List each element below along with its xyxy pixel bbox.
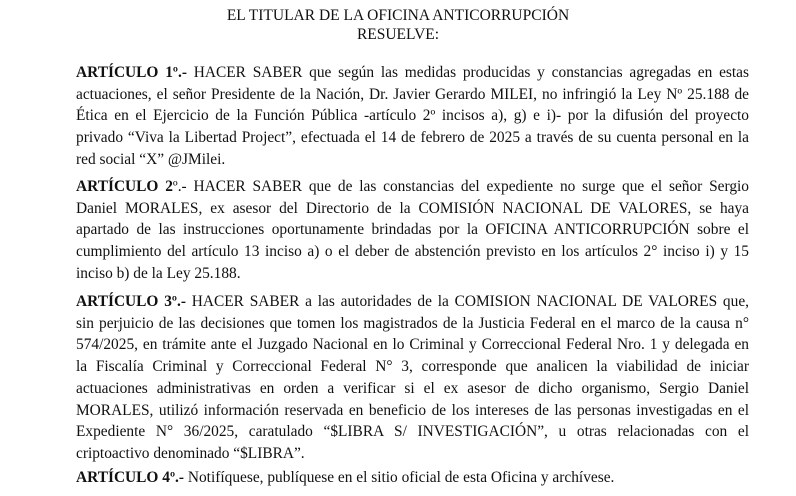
article-3-line-2: sin perjuicio de las decisiones que tomen los magistrados de la Justicia Federal en el marco de la causa n°	[76, 314, 749, 332]
article-2-line-5: inciso b) de la Ley 25.188.	[76, 264, 241, 282]
article-4	[76, 467, 749, 489]
article-1-line-2: actuaciones, el señor Presidente de la Nación, Dr. Javier Gerardo MILEI, no infringió la Ley Nº 25.188 de	[76, 85, 749, 103]
article-3-line-3: 574/2025, en trámite ante el Juzgado Nacional en lo Criminal y Correccional Federal Nro. 1 y delegada en	[76, 336, 749, 354]
article-2-line-3: apartado de las instrucciones oportunamente brindadas por la OFICINA ANTICORRUPCIÓN sobre el	[76, 221, 749, 239]
article-3-line-5: actuaciones administrativas en orden a verificar si el ex asesor de dicho organismo, Sergio Daniel	[76, 379, 749, 397]
article-3	[76, 291, 749, 465]
article-2-line-4: cumplimiento del artículo 13 inciso a) o el deber de abstención previsto en los artículos 2° inciso i) y 15	[76, 243, 749, 261]
article-3-text-1: HACER SABER a las autoridades de la COMISION NACIONAL DE VALORES que,	[185, 293, 749, 310]
article-4-lead: ARTÍCULO 4º.-	[76, 469, 185, 486]
article-3-line-7: Expediente N° 36/2025, caratulado “$LIBRA S/ INVESTIGACIÓN”, u otras relacionadas con el	[76, 423, 749, 441]
article-1-line-1	[76, 62, 749, 84]
article-1-line-5: red social “X” @JMilei.	[76, 150, 226, 168]
article-2-lead: ARTÍCULO 2	[76, 178, 173, 195]
article-1	[76, 62, 749, 171]
document-title: EL TITULAR DE LA OFICINA ANTICORRUPCIÓN	[226, 7, 570, 24]
article-3-line-6: MORALES, utilizó información reservada en beneficio de los intereses de las personas investigadas en el	[76, 401, 749, 419]
article-1-lead: ARTÍCULO 1º.-	[76, 64, 187, 81]
article-4-line-1	[76, 467, 749, 489]
article-2	[76, 176, 749, 285]
article-3-lead: ARTÍCULO 3º.-	[76, 293, 186, 310]
article-4-text-1: Notifíquese, publíquese en el sitio oficial de esta Oficina y archívese.	[184, 469, 615, 486]
article-2-line-2: Daniel MORALES, ex asesor del Directorio de la COMISIÓN NACIONAL DE VALORES, se haya	[76, 199, 749, 217]
article-2-line-1	[76, 176, 749, 198]
article-1-line-3: Ética en el Ejercicio de la Función Pública -artículo 2º incisos a), g) e i)- por la difusión del proyecto	[76, 107, 749, 125]
article-3-line-4: la Fiscalía Criminal y Correccional Federal N° 3, corresponde que analicen la viabilidad de iniciar	[76, 358, 749, 376]
article-3-line-8: criptoactivo denominado “$LIBRA”.	[76, 444, 305, 462]
article-1-line-4: privado “Viva la Libertad Project”, efectuada el 14 de febrero de 2025 a través de su cuenta personal en la	[76, 129, 749, 147]
document-subtitle: RESUELVE:	[356, 26, 440, 43]
article-3-line-1	[76, 291, 749, 313]
article-2-text-1: º.- HACER SABER que de las constancias del expediente no surge que el señor Sergio	[172, 178, 749, 195]
article-1-text-1: HACER SABER que según las medidas producidas y constancias agregadas en estas	[186, 64, 749, 81]
